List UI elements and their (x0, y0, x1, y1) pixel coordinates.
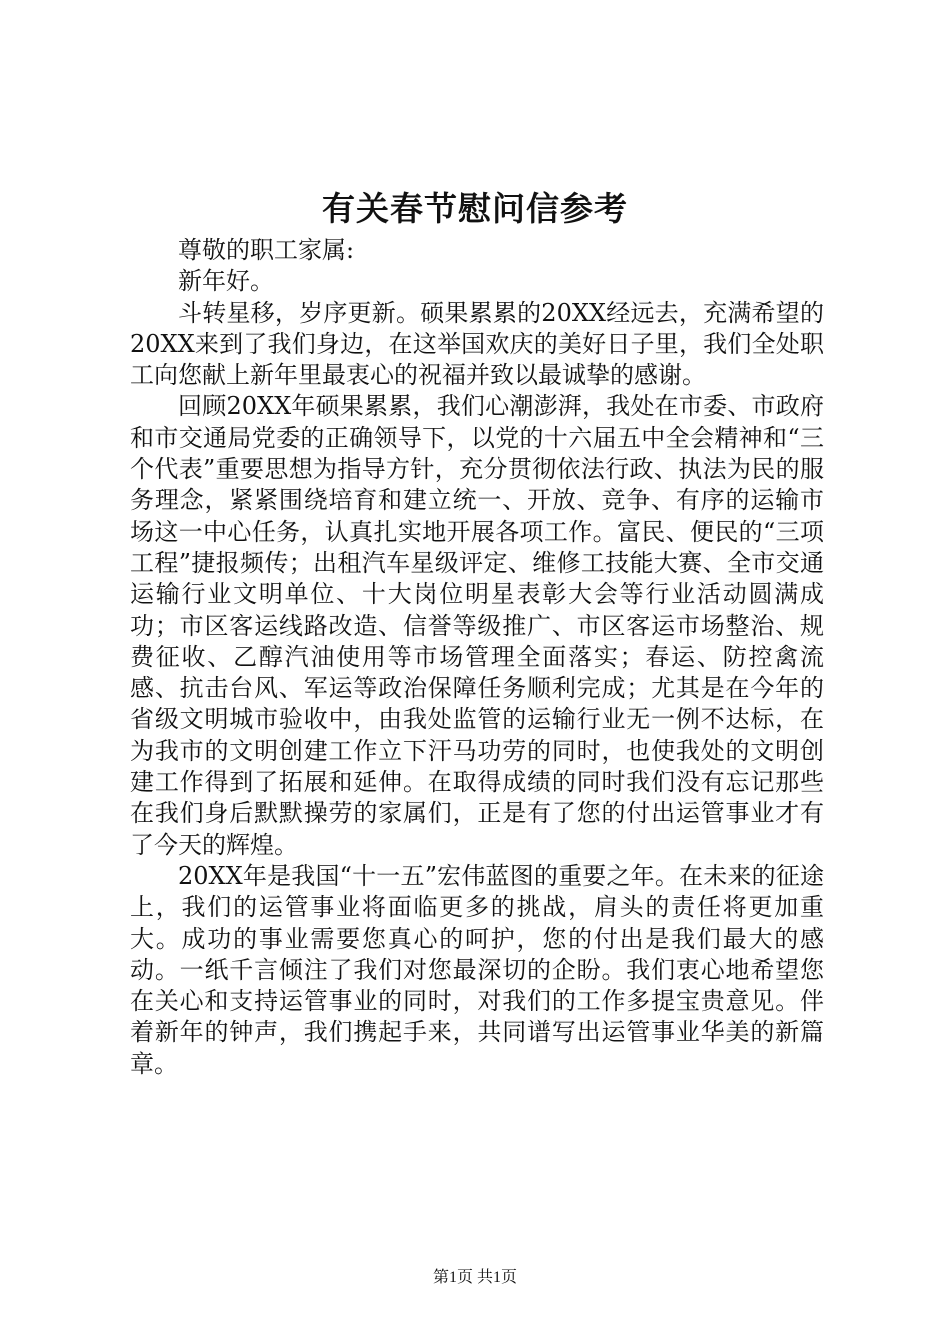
salutation: 尊敬的职工家属: (178, 236, 355, 264)
paragraph-opening: 斗转星移，岁序更新。硕果累累的20XX经远去，充满希望的20XX来到了我们身边，在这举国欢庆的美好日子里，我们全处职工向您献上新年里最衷心的祝福并致以最诚挚的感谢。 (130, 298, 824, 390)
paragraph-outlook: 20XX年是我国“十一五”宏伟蓝图的重要之年。在未来的征途上，我们的运管事业将面临更多的挑战，肩头的责任将更加重大。成功的事业需要您真心的呵护，您的付出是我们最大的感动。一纸千言倾注了我们对您最深切的企盼。我们衷心地希望您在关心和支持运管事业的同时，对我们的工作多提宝贵意见。伴着新年的钟声，我们携起手来，共同谱写出运管事业华美的新篇章。 (130, 861, 824, 1078)
paragraph-review: 回顾20XX年硕果累累，我们心潮澎湃，我处在市委、市政府和市交通局党委的正确领导下，以党的十六届五中全会精神和“三个代表”重要思想为指导方针，充分贯彻依法行政、执法为民的服务理念，紧紧围绕培育和建立统一、开放、竞争、有序的运输市场这一中心任务，认真扎实地开展各项工作。富民、便民的“三项工程”捷报频传；出租汽车星级评定、维修工技能大赛、全市交通运输行业文明单位、十大岗位明星表彰大会等行业活动圆满成功；市区客运线路改造、信誉等级推广、市区客运市场整治、规费征收、乙醇汽油使用等市场管理全面落实；春运、防控禽流感、抗击台风、军运等政治保障任务顺利完成；尤其是在今年的省级文明城市验收中，由我处监管的运输行业无一例不达标，在为我市的文明创建工作立下汗马功劳的同时，也使我处的文明创建工作得到了拓展和延伸。在取得成绩的同时我们没有忘记那些在我们身后默默操劳的家属们，正是有了您的付出运管事业才有了今天的辉煌。 (130, 392, 824, 859)
letter-body (130, 235, 824, 1080)
page-footer: 第1页 共1页 (432, 1269, 517, 1286)
greeting: 新年好。 (178, 267, 274, 296)
document-title: 有关春节慰问信参考 (322, 189, 628, 228)
